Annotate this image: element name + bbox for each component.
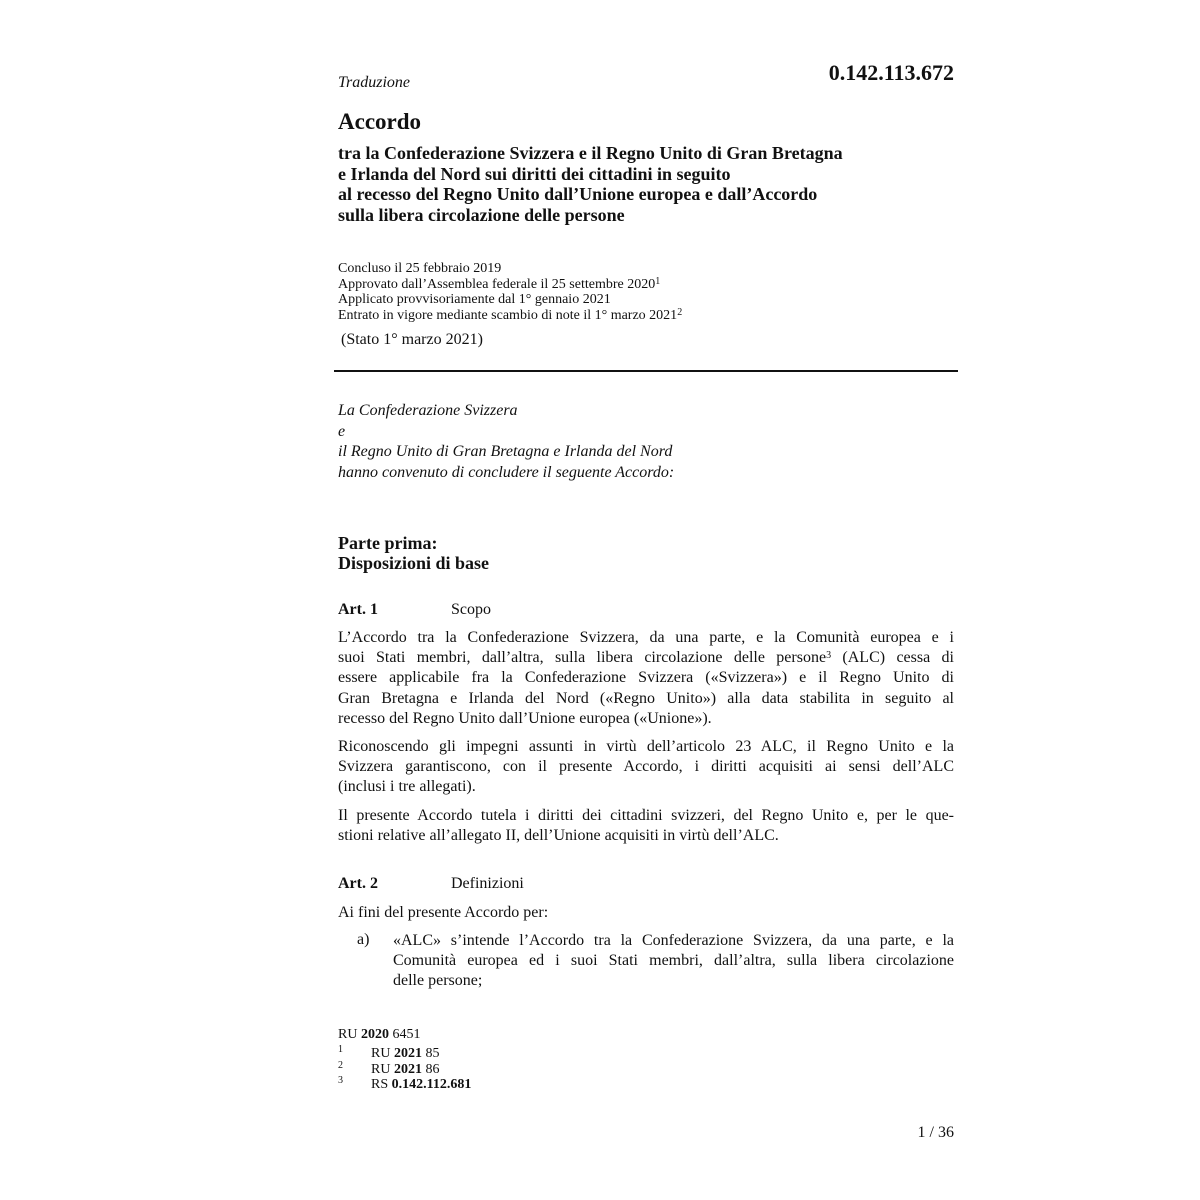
subtitle-line: e Irlanda del Nord sui diritti dei cittadini in seguito: [338, 163, 731, 184]
article-1-paragraph-2: Riconoscendo gli impegni assunti in virtù dell’articolo 23 ALC, il Regno Unito e la Svizzera garantiscono, con il presente Accordo, i diritti acquisiti ai sensi dell’ALC (inclusi i tre allegati).: [338, 738, 954, 796]
document-page: Traduzione 0.142.113.672 Accordo tra la Confederazione Svizzera e il Regno Unito di Gran Bretagna e Irlanda del Nord sui diritti dei cittadini in seguito al recesso del Regno Unito dall’Unione europea e dall’Accordo sulla libera circolazione delle persone Concluso il 25 febbraio 2019 Approvato dall’Assemblea federale il 25 settembre 2020$^1$ Applicato provvisoriamente dal 1° gennaio 2021 Entrato in vigore mediante scambio di note il 1° marzo 2021$^2$ (Stato 1° marzo 2021) La Confederazione Svizzera e il Regno Unito di Gran Bretagna e Irlanda del Nord hanno convenuto di concludere il seguente Accordo: Parte prima: Disposizioni di base Art. 1 Scopo L’Accordo tra la Confederazione Svizzera, da una parte, e la Comunità europea e i suoi Stati membri, dall’altra, sulla libera circolazione delle persone$^3$ (ALC) cessa di essere applicabile fra la Confederazione Svizzera («Svizzera») e il Regno Unito di Gran Bretagna e Irlanda del Nord («Regno Unito») alla data stabilita in seguito al recesso del Regno Unito dall’Unione europea («Unione»). Riconoscendo gli impegni assunti in virtù dell’articolo 23 ALC, il Regno Unito e la Svizzera garantiscono, con il presente Accordo, i diritti acquisiti ai sensi dell’ALC (inclusi i tre allegati). Il presente Accordo tutela i diritti dei cittadini svizzeri, del Regno Unito e, per le que- stioni relative all’allegato II, dell’Unione acquisiti in virtù dell’ALC. Art. 2 Definizioni Ai fini del presente Accordo per: a) «ALC» s’intende l’Accordo tra la Confederazione Svizzera, da una parte, e la Comunità europea ed i suoi Stati membri, dall’altra, sulla libera circolazione delle persone; RU 2020 6451 1 RU 2021 85 2 RU 2021 86 3 RS 0.142.112.681 1 / 36: [0, 0, 1200, 1200]
preamble-line: il Regno Unito di Gran Bretagna e Irlanda del Nord: [338, 443, 673, 460]
article-title: Definizioni: [451, 875, 524, 892]
article-number: Art. 1: [338, 601, 378, 618]
article-number: Art. 2: [338, 875, 378, 892]
preamble-line: La Confederazione Svizzera: [338, 402, 518, 419]
footnote-ref: 3: [826, 650, 832, 662]
status-date: (Stato 1° marzo 2021): [341, 331, 483, 348]
article-1-heading: [338, 601, 491, 619]
preamble-line: e: [338, 422, 346, 440]
document-subtitle: [338, 143, 938, 225]
footnote-number: 2: [338, 1059, 343, 1071]
part-heading: Parte prima: Disposizioni di base: [338, 533, 490, 573]
list-item: «ALC» s’intende l’Accordo tra la Confederazione Svizzera, da una parte, e la Comunità europea ed i suoi Stati membri, dall’altra, sulla libera circolazione delle persone;: [393, 932, 954, 990]
entered-date: Entrato in vigore mediante scambio di note il 1° marzo 2021$^2$: [338, 306, 683, 323]
document-title: Accordo: [338, 109, 422, 134]
preamble-line: hanno convenuto di concludere il seguente Accordo:: [338, 463, 675, 481]
footnote-ref: 2: [677, 306, 683, 318]
article-2-heading: [338, 875, 524, 893]
article-1-paragraph-3: Il presente Accordo tutela i diritti dei cittadini svizzeri, del Regno Unito e, per le que- stioni relative all’allegato II, dell’Unione acquisiti in virtù dell’ALC.: [338, 807, 954, 845]
horizontal-divider: [334, 370, 958, 372]
adoption-metadata: [338, 261, 682, 323]
document-number: 0.142.113.672: [828, 60, 954, 85]
footnote-number: 1: [338, 1044, 343, 1055]
approved-date: Approvato dall’Assemblea federale il 25 settembre 2020$^1$: [338, 275, 661, 292]
subtitle-line: al recesso del Regno Unito dall’Unione europea e dall’Accordo: [338, 184, 818, 204]
article-1-paragraph-1: L’Accordo tra la Confederazione Svizzera, da una parte, e la Comunità europea e i suoi Stati membri, dall’altra, sulla libera circolazione delle persone$^3$ (ALC) cessa di essere applicabile fra la Confederazione Svizzera («Svizzera») e il Regno Unito di Gran Bretagna e Irlanda del Nord («Regno Unito») alla data stabilita in seguito al recesso del Regno Unito dall’Unione europea («Unione»).: [338, 629, 954, 727]
official-collection-ref: RU 2020 6451: [338, 1027, 421, 1042]
preamble: [338, 401, 674, 483]
translation-label: Traduzione: [338, 74, 411, 91]
footnote-ref: 1: [655, 275, 661, 287]
subtitle-line: tra la Confederazione Svizzera e il Regno Unito di Gran Bretagna: [338, 143, 843, 163]
article-title: Scopo: [451, 601, 491, 618]
concluded-date: Concluso il 25 febbraio 2019: [338, 261, 502, 276]
list-item-letter: a): [357, 931, 370, 948]
page-number: 1 / 36: [917, 1124, 954, 1141]
applied-date: Applicato provvisoriamente dal 1° gennaio 2021: [338, 292, 611, 307]
subtitle-line: sulla libera circolazione delle persone: [338, 204, 625, 225]
article-2-intro: Ai fini del presente Accordo per:: [338, 904, 549, 921]
footnote-number: 3: [338, 1075, 343, 1086]
